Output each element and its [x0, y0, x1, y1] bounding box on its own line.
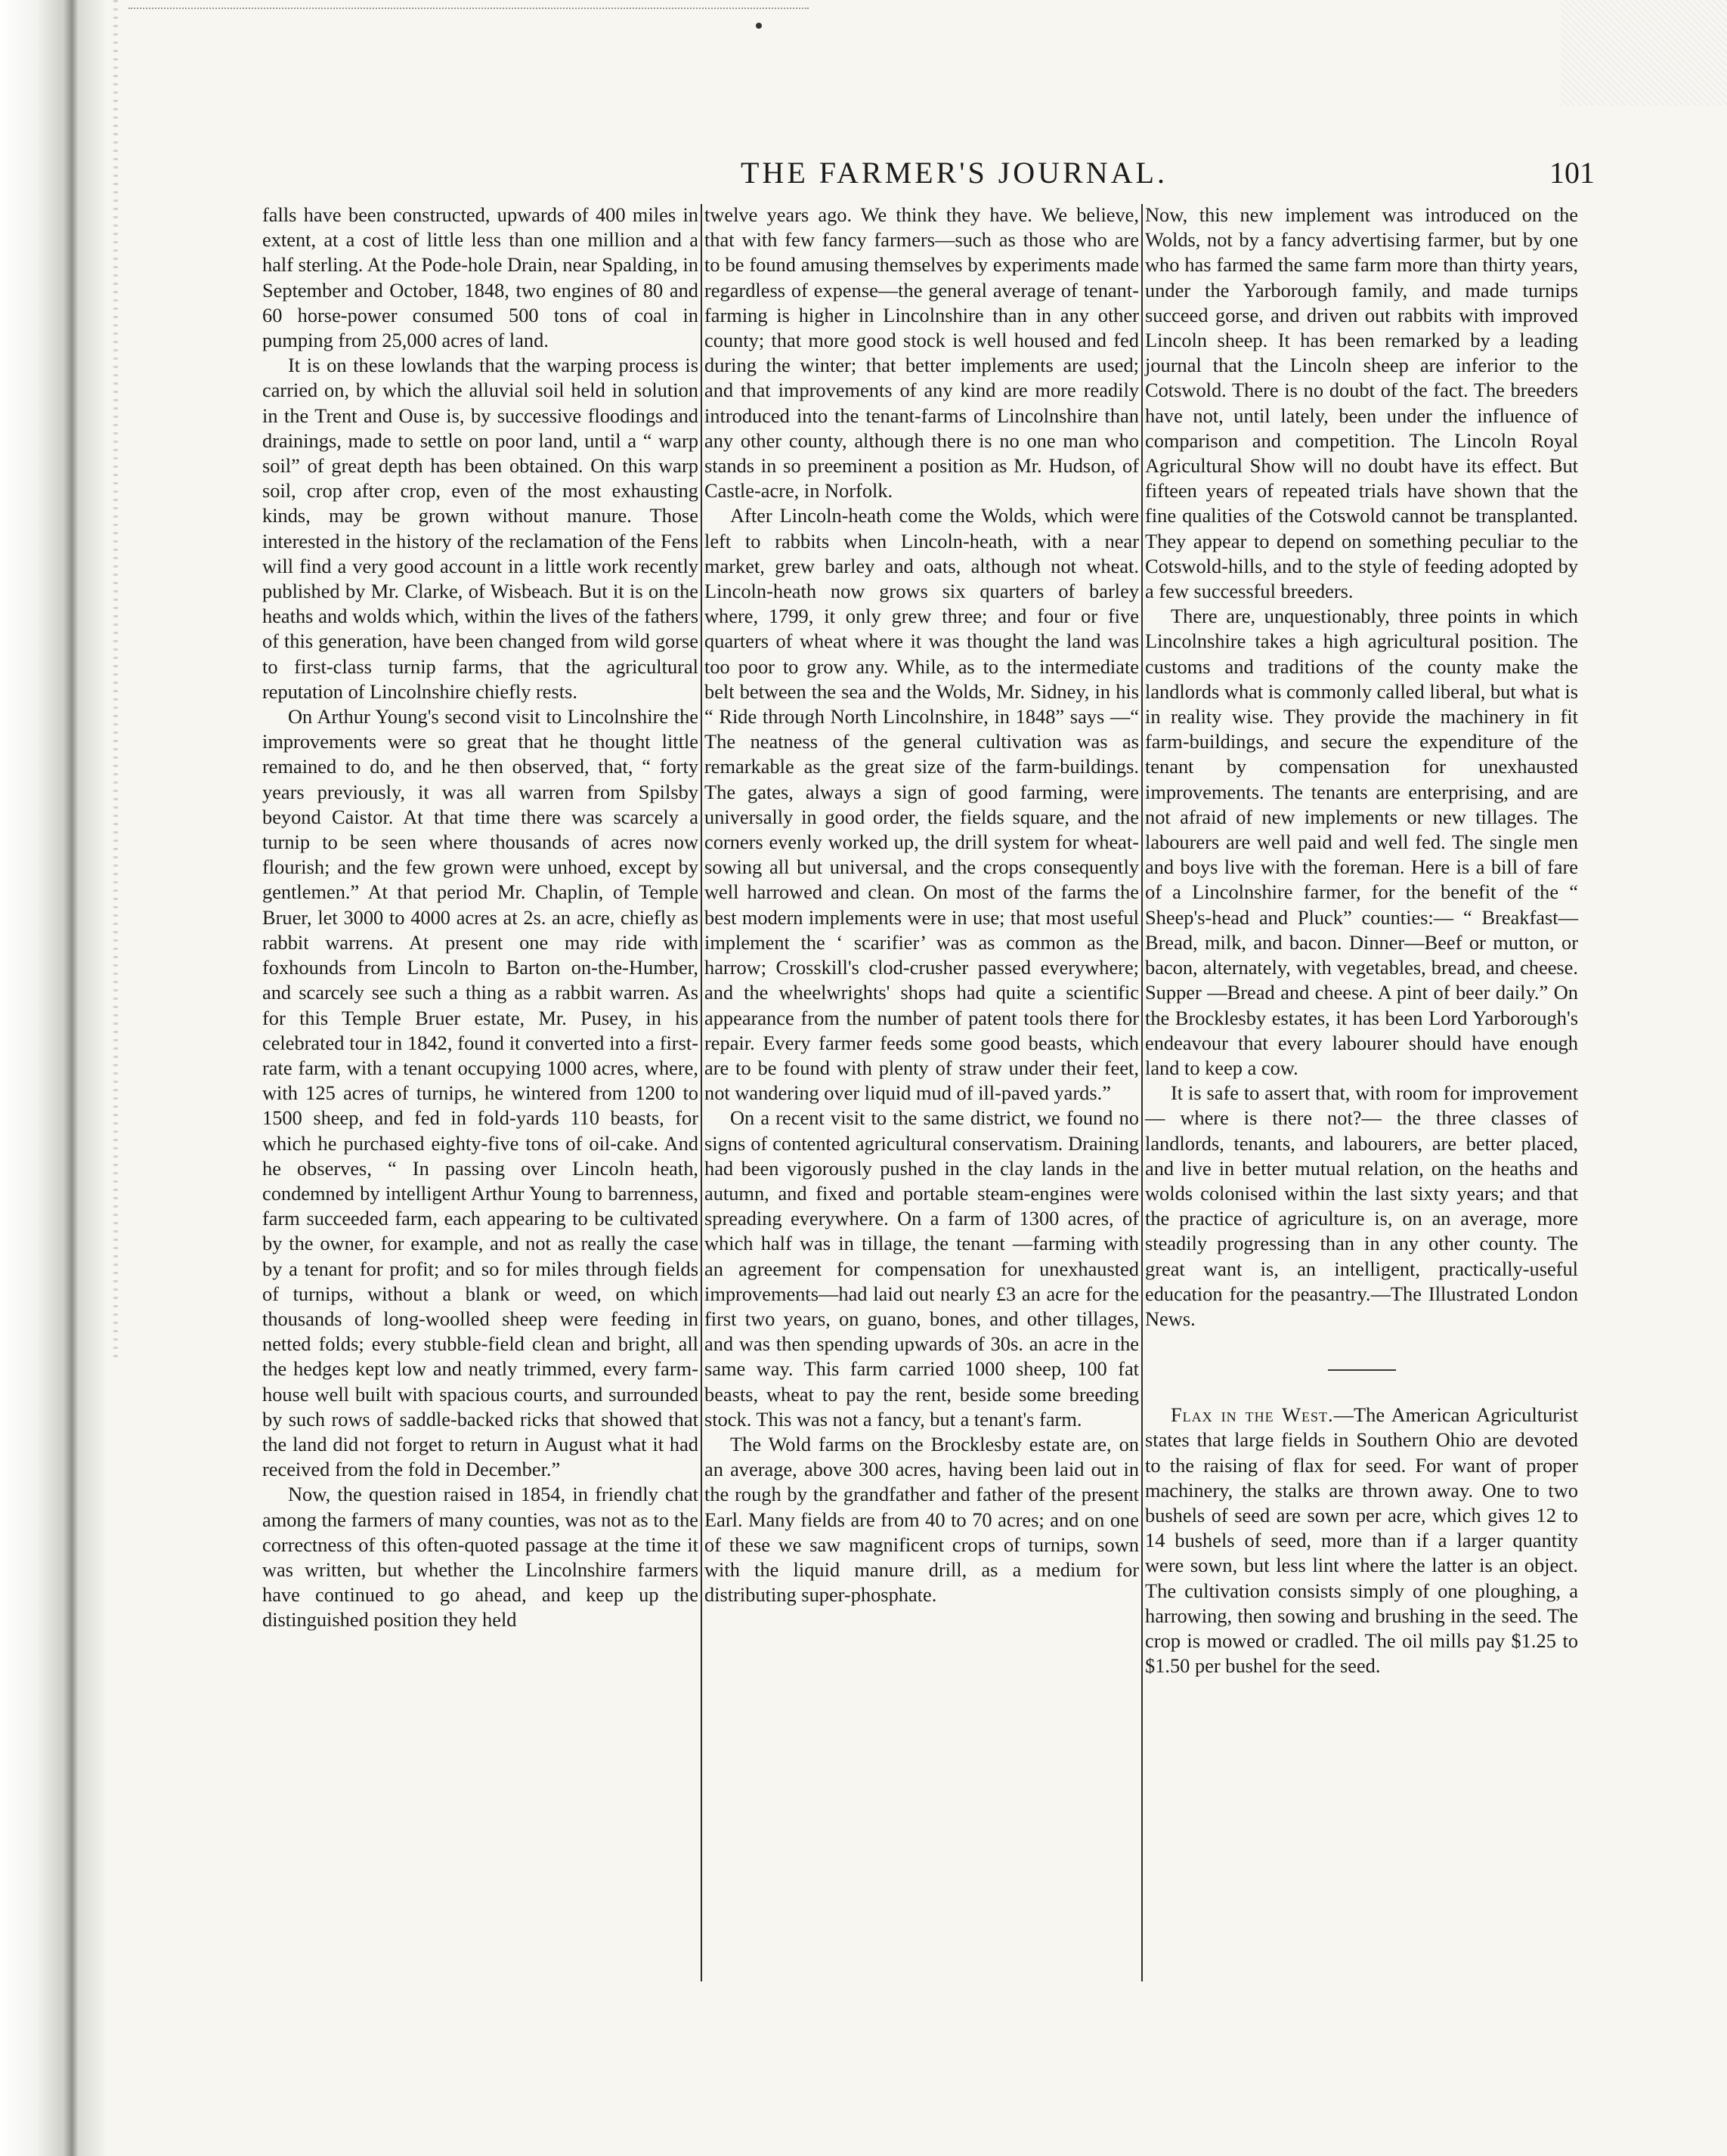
- column-right: [1145, 203, 1578, 1678]
- column-left: [262, 203, 698, 1633]
- column-rule: [701, 204, 702, 1981]
- column-rule: [1141, 204, 1143, 1981]
- paragraph: falls have been constructed, upwards of 400 miles in extent, at a cost of little less than one million and a half sterling. At the Pode-hole Drain, near Spalding, in September and October, 1848, two engines of 80 and 60 horse-power consumed 500 tons of coal in pumping from 25,000 acres of land.: [262, 203, 698, 352]
- paragraph: The Wold farms on the Brocklesby estate are, on an average, above 300 acres, having been laid out in the rough by the grandfather and father of the present Earl. Many fields are from 40 to 70 acres; and on one of these we saw magnificent crops of turnips, sown with the liquid manure drill, as a medium for distributing super-phosphate.: [704, 1432, 1139, 1607]
- paragraph: twelve years ago. We think they have. We believe, that with few fancy farmers—such as those who are to be found amusing themselves by experiments made regardless of expense—the general average of tenant-farming is higher in Lincolnshire than in any other county; that more good stock is well housed and fed during the winter; that better implements are used; and that improvements of any kind are more readily introduced into the tenant-farms of Lincolnshire than any other county, although there is no one man who stands in so preeminent a position as Mr. Hudson, of Castle-acre, in Norfolk.: [704, 203, 1139, 503]
- page-header: [257, 155, 1595, 200]
- section-divider: [1328, 1369, 1396, 1371]
- flax-heading: Flax in the West.: [1171, 1403, 1334, 1427]
- paragraph: It is on these lowlands that the warping process is carried on, by which the alluvial soil held in solution in the Trent and Ouse is, by successive floodings and drainings, made to settle on poor land, until a “ warp soil” of great depth has been obtained. On this warp soil, crop after crop, even of the most exhausting kinds, may be grown without manure. Those interested in the history of the reclamation of the Fens will find a very good account in a little work recently published by Mr. Clarke, of Wisbeach. But it is on the heaths and wolds which, within the lives of the fathers of this generation, have been changed from wild gorse to first-class turnip farms, that the agricultural reputation of Lincolnshire chiefly rests.: [262, 354, 698, 703]
- column-middle: [704, 203, 1139, 1607]
- paragraph: It is safe to assert that, with room for improvement— where is there not?— the three classes of landlords, tenants, and labourers, are better placed, and live in better mutual relation, on the heaths and wolds colonised within the last sixty years; and that the practice of agriculture is, on an average, more steadily progressing than in any other county. The great want is, an intelligent, practically-useful education for the peasantry.—The Illustrated London News.: [1145, 1081, 1578, 1330]
- flax-paragraph: [1145, 1403, 1578, 1678]
- paragraph: On Arthur Young's second visit to Lincolnshire the improvements were so great that he thought little remained to do, and he then observed, that, “ forty years previously, it was all warren from Spilsby beyond Caistor. At that time there was scarcely a turnip to be seen where thousands of acres now flourish; and the few grown were unhoed, except by gentlemen.” At that period Mr. Chaplin, of Temple Bruer, let 3000 to 4000 acres at 2s. an acre, chiefly as rabbit warrens. At present one may ride with foxhounds from Lincoln to Barton on-the-Humber, and scarcely see such a thing as a rabbit warren. As for this Temple Bruer estate, Mr. Pusey, in his celebrated tour in 1842, found it converted into a first-rate farm, with a tenant occupying 1000 acres, where, with 125 acres of turnips, he wintered from 1200 to 1500 sheep, and fed in fold-yards 110 beasts, for which he purchased eighty-five tons of oil-cake. And he observes, “ In passing over Lincoln heath, condemned by intelligent Arthur Young to barrenness, farm succeeded farm, each appearing to be cultivated by the owner, for example, and not as really the case by a tenant for profit; and so for miles through fields of turnips, without a blank or weed, on which thousands of long-woolled sheep were feeding in netted folds; every stubble-field clean and bright, all the hedges kept low and neatly trimmed, every farm-house well built with spacious courts, and surrounded by such rows of saddle-backed ricks that showed that the land did not forget to return in August what it had received from the fold in December.”: [262, 705, 698, 1481]
- top-edge-rule: [128, 8, 809, 9]
- paragraph: Now, the question raised in 1854, in friendly chat among the farmers of many counties, was not as to the correctness of this often-quoted passage at the time it was written, but whether the Lincolnshire farmers have continued to go ahead, and keep up the distinguished position they held: [262, 1483, 698, 1632]
- ink-speck: [756, 23, 762, 29]
- flax-body: —The American Agriculturist states that large fields in Southern Ohio are devoted to the raising of flax for seed. For want of proper machinery, the stalks are thrown away. One to two bushels of seed are sown per acre, which gives 12 to 14 bushels of seed, more than if a larger quantity were sown, but less lint where the latter is an object. The cultivation consists simply of one ploughing, a harrowing, then sowing and brushing in the seed. The crop is mowed or cradled. The oil mills pay $1.25 to $1.50 per bushel for the seed.: [1145, 1403, 1578, 1678]
- page-corner-noise: [1561, 0, 1727, 106]
- gutter-grain: [113, 0, 118, 1360]
- book-spine-shadow: [0, 0, 106, 2156]
- paragraph: Now, this new implement was introduced on the Wolds, not by a fancy advertising farmer, but by one who has farmed the same farm more than thirty years, under the Yarborough family, and made turnips succeed gorse, and driven out rabbits with improved Lincoln sheep. It has been remarked by a leading journal that the Lincoln sheep are inferior to the Cotswold. There is no doubt of the fact. The breeders have not, until lately, been under the influence of comparison and competition. The Lincoln Royal Agricultural Show will no doubt have its effect. But fifteen years of repeated trials have shown that the fine qualities of the Cotswold cannot be transplanted. They appear to depend on something peculiar to the Cotswold-hills, and to the style of feeding adopted by a few successful breeders.: [1145, 203, 1578, 603]
- paragraph: After Lincoln-heath come the Wolds, which were left to rabbits when Lincoln-heath, with a near market, grew barley and oats, although not wheat. Lincoln-heath now grows six quarters of barley where, 1799, it only grew three; and four or five quarters of wheat where it was thought the land was too poor to grow any. While, as to the intermediate belt between the sea and the Wolds, Mr. Sidney, in his “ Ride through North Lincolnshire, in 1848” says —“ The neatness of the general cultivation was as remarkable as the great size of the farm-buildings. The gates, always a sign of good farming, were universally in good order, the fields square, and the corners evenly worked up, the drill system for wheat-sowing all but universal, and the crops consequently well harrowed and clean. On most of the farms the best modern implements were in use; that most useful implement the ‘ scarifier’ was as common as the harrow; Crosskill's clod-crusher passed everywhere; and the wheelwrights' shops had quite a scientific appearance from the number of patent tools there for repair. Every farmer feeds some good beasts, which are to be found with plenty of straw under their feet, not wandering over liquid mud of ill-paved yards.”: [704, 504, 1139, 1105]
- paragraph: On a recent visit to the same district, we found no signs of contented agricultural conservatism. Draining had been vigorously pushed in the clay lands in the autumn, and fixed and portable steam-engines were spreading everywhere. On a farm of 1300 acres, of which half was in tillage, the tenant —farming with an agreement for compensation for unexhausted improvements—had laid out nearly £3 an acre for the first two years, on guano, bones, and other tillages, and was then spending upwards of 30s. an acre in the same way. This farm carried 1000 sheep, 100 fat beasts, wheat to pay the rent, beside some breeding stock. This was not a fancy, but a tenant's farm.: [704, 1106, 1139, 1431]
- paragraph: There are, unquestionably, three points in which Lincolnshire takes a high agricultural position. The customs and traditions of the county make the landlords what is commonly called liberal, but what is in reality wise. They provide the machinery in fit farm-buildings, and secure the expenditure of the tenant by compensation for unexhausted improvements. The tenants are enterprising, and are not afraid of new implements or new tillages. The labourers are well paid and well fed. The single men and boys live with the foreman. Here is a bill of fare of a Lincolnshire farmer, for the benefit of the “ Sheep's-head and Pluck” counties:— “ Breakfast—Bread, milk, and bacon. Dinner—Beef or mutton, or bacon, alternately, with vegetables, bread, and cheese. Supper —Bread and cheese. A pint of beer daily.” On the Brocklesby estates, it has been Lord Yarborough's endeavour that every labourer should have enough land to keep a cow.: [1145, 605, 1578, 1079]
- page-number: 101: [1549, 156, 1595, 190]
- running-title: THE FARMER'S JOURNAL.: [741, 156, 1168, 190]
